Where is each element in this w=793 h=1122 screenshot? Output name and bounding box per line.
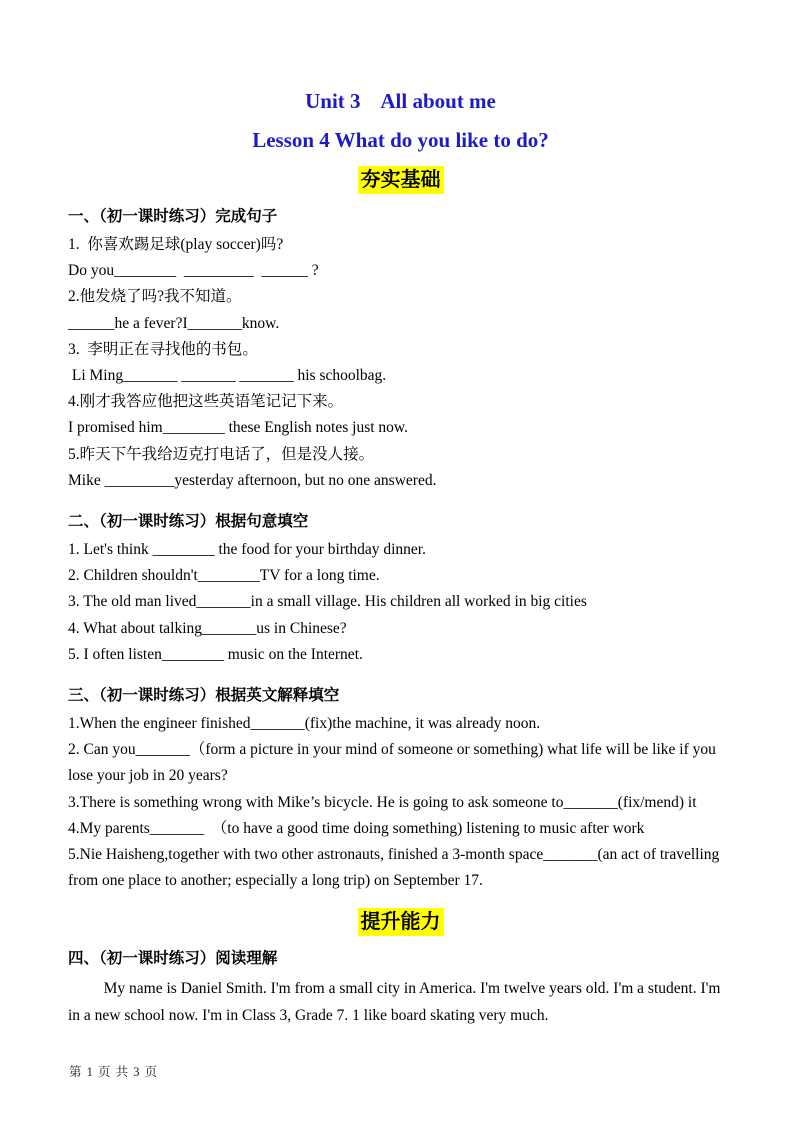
exercise-line: 4.My parents_______ （to have a good time doing something) listening to music after work <box>68 819 645 837</box>
section-4-heading: 四、（初一课时练习）阅读理解 <box>68 950 278 968</box>
page-number-footer: 第 1 页 共 3 页 <box>69 1065 159 1079</box>
exercise-line: 1. Let's think ________ the food for your birthday dinner. <box>68 541 426 559</box>
section-1 <box>68 206 733 494</box>
section-4 <box>68 948 733 1029</box>
section-3 <box>68 685 733 894</box>
exercise-line: 1.When the engineer finished_______(fix)the machine, it was already noon. <box>68 715 541 733</box>
exercise-line: I promised him________ these English notes just now. <box>68 419 408 437</box>
section-badge-basics: 夯实基础 <box>358 166 444 194</box>
exercise-line: Do you________ _________ ______ ? <box>68 262 319 280</box>
exercise-line: 3. The old man lived_______in a small village. His children all worked in big cities <box>68 593 587 611</box>
exercise-line: 5.Nie Haisheng,together with two other astronauts, finished a 3-month space_______(an act of travelling from one place to another; especially a long trip) on September 17. <box>68 846 724 890</box>
badge-row-basics <box>68 166 733 194</box>
badge-row-advance <box>68 908 733 936</box>
exercise-line: 4.刚才我答应他把这些英语笔记记下来。 <box>68 393 344 411</box>
section-2 <box>68 511 733 668</box>
exercise-line: Li Ming_______ _______ _______ his schoolbag. <box>68 367 387 385</box>
exercise-line: 2. Can you_______（form a picture in your mind of someone or something) what life will be like if you lose your job in 20 years? <box>68 741 720 785</box>
exercise-line: ______he a fever?I_______know. <box>68 314 280 332</box>
exercise-line: 4. What about talking_______us in Chinese? <box>68 619 347 637</box>
reading-paragraph: My name is Daniel Smith. I'm from a small city in America. I'm twelve years old. I'm a student. I'm in a new school now. I'm in Class 3, Grade 7. 1 like board skating very much. <box>68 980 721 1024</box>
section-1-heading: 一、（初一课时练习）完成句子 <box>68 208 278 225</box>
lesson-title: Lesson 4 What do you like to do? <box>252 128 549 152</box>
exercise-line: Mike _________yesterday afternoon, but no one answered. <box>68 471 437 489</box>
section-badge-advance: 提升能力 <box>358 908 444 936</box>
exercise-line: 5. I often listen________ music on the Internet. <box>68 645 363 663</box>
exercise-line: 2.他发烧了吗?我不知道。 <box>68 288 242 306</box>
exercise-line: 1. 你喜欢踢足球(play soccer)吗? <box>68 236 284 253</box>
section-3-heading: 三、（初一课时练习）根据英文解释填空 <box>68 687 340 705</box>
section-2-heading: 二、（初一课时练习）根据句意填空 <box>68 513 309 531</box>
exercise-line: 2. Children shouldn't________TV for a long time. <box>68 567 380 585</box>
unit-title: Unit 3 All about me <box>305 89 496 113</box>
exercise-line: 5.昨天下午我给迈克打电话了，但是没人接。 <box>68 445 375 463</box>
exercise-line: 3. 李明正在寻找他的书包。 <box>68 340 258 358</box>
exercise-line: 3.There is something wrong with Mike’s bicycle. He is going to ask someone to_______(fix/mend) it <box>68 793 697 811</box>
